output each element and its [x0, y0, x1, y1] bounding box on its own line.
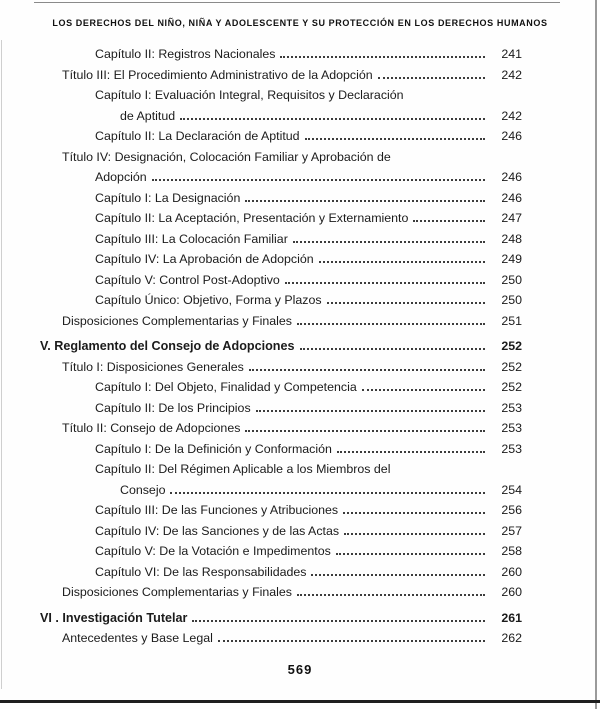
toc-entry-text: Capítulo II: Del Régimen Aplicable a los Miembros del	[95, 462, 391, 476]
toc-page-number: 250	[501, 293, 522, 307]
dot-leader	[336, 553, 485, 555]
dot-leader	[192, 620, 485, 622]
running-header: LOS DERECHOS DEL NIÑO, NIÑA Y ADOLESCENTE Y SU PROTECCIÓN EN LOS DERECHOS HUMANOS	[52, 18, 548, 28]
toc-row	[0, 106, 522, 127]
toc-entry-text: Capítulo IV: La Aprobación de Adopción	[95, 252, 314, 266]
toc-entry-text: de Aptitud	[120, 108, 176, 123]
toc-page-number: 262	[501, 631, 522, 645]
toc-entry-text: Adopción	[95, 170, 147, 184]
toc-row	[0, 357, 522, 378]
toc-page-number: 260	[501, 585, 522, 599]
toc-row	[0, 582, 522, 603]
toc-entry-text: Capítulo IV: De las Sanciones y de las Actas	[95, 523, 340, 538]
dot-leader	[319, 261, 485, 263]
dot-leader	[170, 492, 485, 494]
dot-leader	[297, 594, 485, 596]
toc-entry-text: Capítulo V: De la Votación e Impedimentos	[95, 544, 331, 558]
toc-page-number: 249	[501, 252, 522, 266]
toc-entry-text: Consejo	[120, 482, 166, 497]
toc-row	[0, 398, 522, 419]
toc-row	[0, 126, 522, 147]
toc-page-number: 242	[501, 108, 522, 123]
toc-entry-text: Disposiciones Complementarias y Finales	[62, 585, 293, 599]
toc-row	[0, 608, 522, 629]
table-of-contents	[0, 44, 600, 649]
toc-row	[0, 311, 522, 332]
toc-page-number: 250	[501, 272, 522, 287]
dot-leader	[245, 430, 485, 432]
toc-page-number: 247	[501, 211, 522, 225]
toc-entry-text: Capítulo II: La Declaración de Aptitud	[95, 129, 300, 143]
toc-row	[0, 65, 522, 86]
toc-entry-text: Disposiciones Complementarias y Finales	[62, 313, 293, 328]
toc-page-number: 248	[501, 231, 522, 246]
toc-row	[0, 500, 522, 521]
toc-row	[0, 628, 522, 649]
dot-leader	[297, 323, 485, 325]
toc-page-number: 252	[501, 339, 522, 353]
toc-page-number: 242	[501, 67, 522, 82]
toc-page-number: 254	[501, 482, 522, 497]
dot-leader	[180, 118, 485, 120]
toc-row	[0, 418, 522, 439]
page-number-folio: 569	[287, 662, 313, 677]
dot-leader	[378, 77, 485, 79]
toc-page-number: 251	[501, 313, 522, 328]
dot-leader	[249, 369, 485, 371]
toc-row	[0, 85, 522, 106]
toc-entry-text: Capítulo III: La Colocación Familiar	[95, 231, 288, 246]
toc-row	[0, 377, 522, 398]
toc-page-number: 246	[501, 170, 522, 184]
toc-entry-text: Antecedentes y Base Legal	[62, 631, 213, 645]
dot-leader	[285, 282, 485, 284]
dot-leader	[218, 640, 485, 642]
scan-edge-left	[1, 40, 2, 689]
toc-entry-text: Capítulo II: Registros Nacionales	[95, 47, 276, 61]
scan-edge-top	[34, 2, 560, 3]
toc-entry-text: Capítulo I: Evaluación Integral, Requisitos y Declaración	[95, 88, 404, 102]
toc-row	[0, 290, 522, 311]
toc-entry-text: Capítulo V: Control Post-Adoptivo	[95, 272, 280, 287]
scan-edge-right	[595, 0, 597, 709]
toc-entry-text: Título I: Disposiciones Generales	[62, 359, 244, 374]
dot-leader	[344, 533, 485, 535]
toc-row	[0, 167, 522, 188]
toc-row	[0, 562, 522, 583]
toc-row	[0, 336, 522, 357]
toc-page-number: 258	[501, 544, 522, 558]
toc-row	[0, 480, 522, 501]
toc-page-number: 246	[501, 190, 522, 205]
toc-row	[0, 459, 522, 480]
toc-page-number: 261	[501, 610, 522, 625]
toc-entry-text: Capítulo I: La Designación	[95, 190, 241, 205]
toc-entry-text: Capítulo I: De la Definición y Conformación	[95, 441, 332, 456]
toc-page-number: 241	[501, 47, 522, 61]
toc-row	[0, 439, 522, 460]
toc-entry-text: Capítulo Único: Objetivo, Forma y Plazos	[95, 293, 322, 307]
toc-entry-text: Título II: Consejo de Adopciones	[62, 421, 241, 435]
toc-row	[0, 229, 522, 250]
dot-leader	[300, 348, 486, 350]
toc-page-number: 260	[501, 564, 522, 579]
toc-row	[0, 541, 522, 562]
toc-page-number: 246	[501, 129, 522, 143]
dot-leader	[362, 389, 485, 391]
toc-entry-text: Capítulo III: De las Funciones y Atribuciones	[95, 503, 339, 517]
toc-page-number: 256	[501, 503, 522, 517]
toc-page-number: 253	[501, 421, 522, 435]
toc-entry-text: Capítulo VI: De las Responsabilidades	[95, 564, 307, 579]
dot-leader	[245, 200, 485, 202]
dot-leader	[311, 574, 485, 576]
dot-leader	[293, 241, 485, 243]
dot-leader	[343, 512, 485, 514]
toc-page-number: 257	[501, 523, 522, 538]
scan-edge-bottom	[0, 700, 600, 703]
toc-row	[0, 147, 522, 168]
toc-row	[0, 521, 522, 542]
toc-entry-text: V. Reglamento del Consejo de Adopciones	[40, 339, 295, 353]
dot-leader	[152, 179, 485, 181]
toc-row	[0, 249, 522, 270]
toc-entry-text: Capítulo I: Del Objeto, Finalidad y Competencia	[95, 380, 357, 394]
toc-entry-text: VI . Investigación Tutelar	[40, 610, 188, 625]
toc-page-number: 253	[501, 400, 522, 415]
dot-leader	[280, 56, 485, 58]
toc-page-number: 252	[501, 380, 522, 394]
toc-page-number: 252	[501, 359, 522, 374]
toc-page-number: 253	[501, 441, 522, 456]
toc-row	[0, 208, 522, 229]
dot-leader	[305, 138, 485, 140]
toc-entry-text: Capítulo II: La Aceptación, Presentación y Externamiento	[95, 211, 409, 225]
dot-leader	[337, 451, 485, 453]
toc-row	[0, 44, 522, 65]
dot-leader	[256, 410, 485, 412]
toc-entry-text: Capítulo II: De los Principios	[95, 400, 251, 415]
toc-row	[0, 270, 522, 291]
dot-leader	[413, 220, 485, 222]
toc-entry-text: Título III: El Procedimiento Administrativo de la Adopción	[62, 67, 373, 82]
toc-entry-text: Título IV: Designación, Colocación Familiar y Aprobación de	[62, 149, 391, 164]
toc-row	[0, 188, 522, 209]
dot-leader	[327, 302, 485, 304]
